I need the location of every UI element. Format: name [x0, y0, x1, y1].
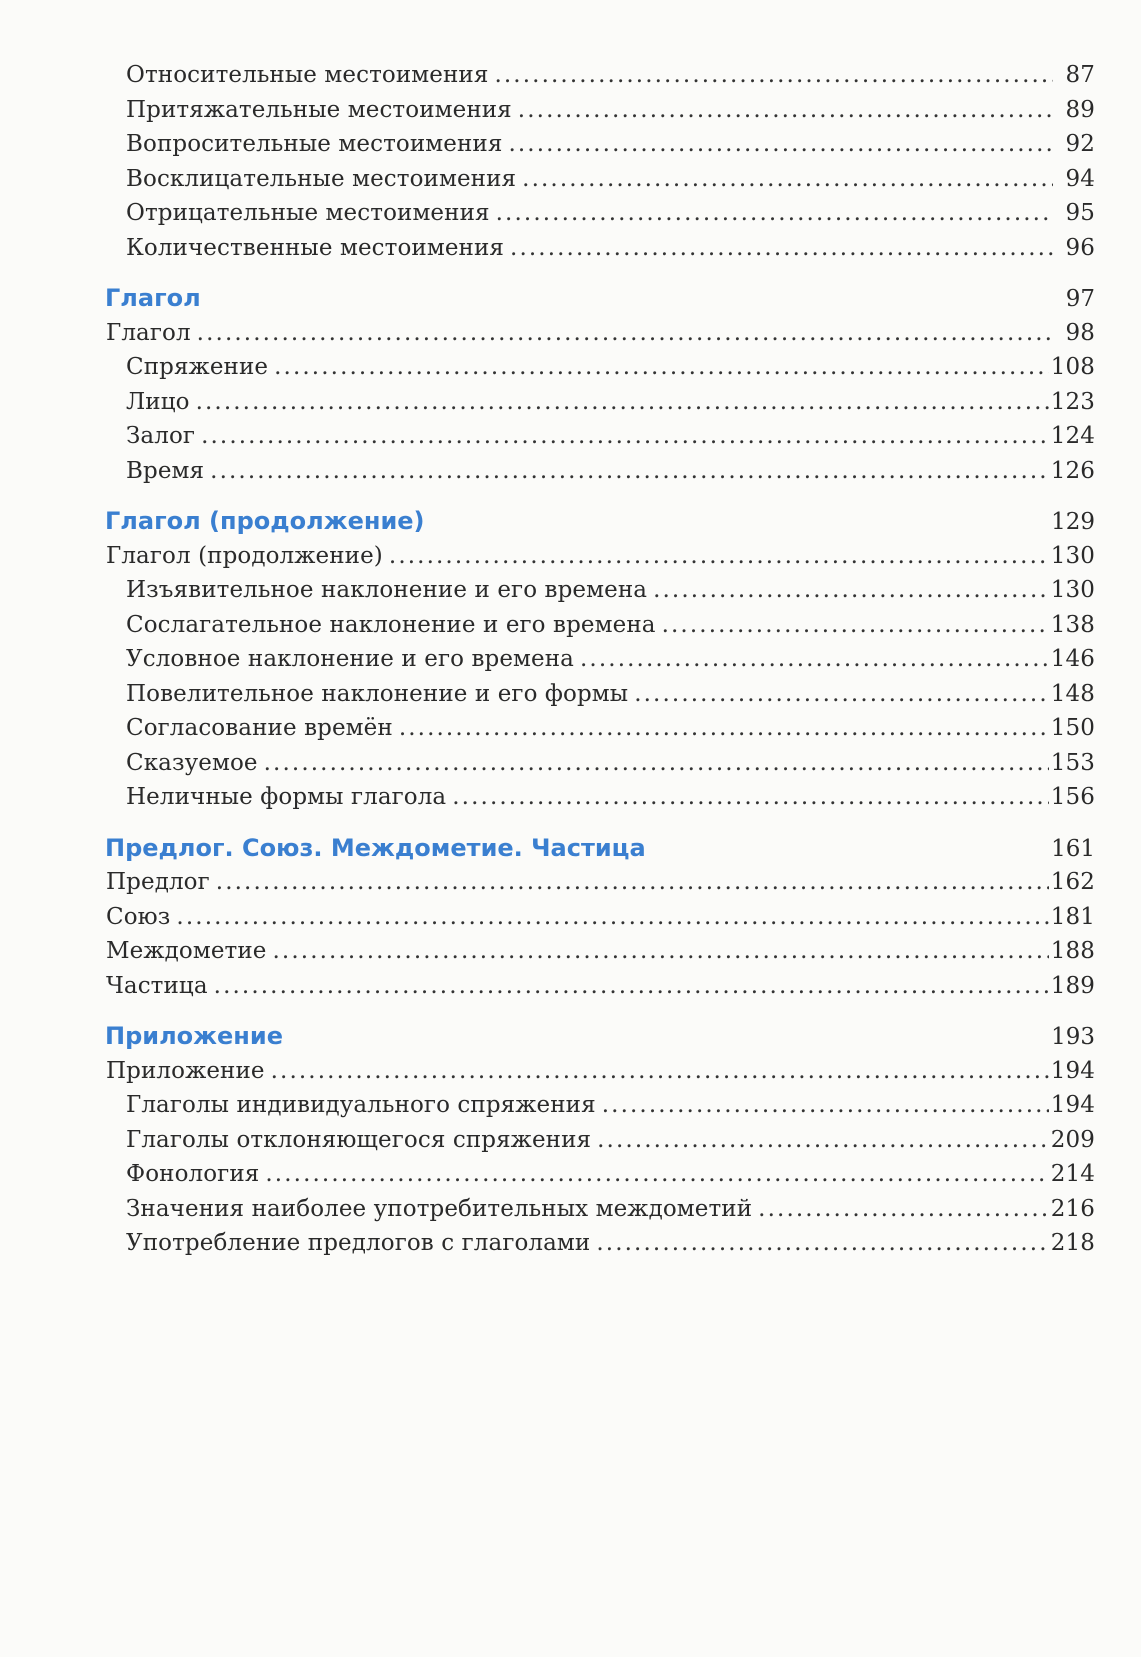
toc-entry[interactable] — [0, 865, 1141, 900]
dot-leader — [518, 93, 1053, 128]
toc-entry-page-number: 123 — [1050, 388, 1095, 415]
toc-entry-title: Предлог — [106, 869, 210, 895]
toc-entry-page-number: 92 — [1065, 131, 1095, 157]
section-page-number: 161 — [1051, 835, 1095, 862]
toc-entry-title: Глаголы индивидуального спряжения — [126, 1092, 596, 1118]
dot-leader — [452, 780, 1049, 815]
toc-entry-title: Время — [126, 457, 205, 484]
toc-entry-title: Сказуемое — [126, 749, 258, 776]
toc-entry-title: Частица — [106, 972, 208, 999]
toc-entry-page-number: 156 — [1050, 784, 1095, 810]
dot-leader — [662, 608, 1049, 643]
toc-entry[interactable] — [0, 900, 1141, 935]
toc-entry-page-number: 189 — [1050, 972, 1095, 999]
dot-leader — [602, 1088, 1049, 1123]
dot-leader — [510, 231, 1053, 266]
toc-entry-title: Лицо — [126, 388, 190, 415]
section-title: Предлог. Союз. Междометие. Частица — [105, 833, 646, 862]
toc-entry[interactable] — [0, 385, 1141, 420]
toc-entry-page-number: 162 — [1050, 869, 1095, 895]
toc-entry[interactable] — [0, 642, 1141, 677]
dot-leader — [196, 385, 1049, 420]
toc-entry-title: Повелительное наклонение и его формы — [126, 680, 629, 707]
toc-entry[interactable] — [0, 350, 1141, 385]
section-heading[interactable] — [0, 281, 1141, 316]
dot-leader — [201, 419, 1049, 454]
table-of-contents — [0, 58, 1141, 1261]
toc-entry-page-number: 148 — [1050, 680, 1095, 707]
toc-entry-title: Восклицательные местоимения — [126, 165, 517, 192]
toc-entry-title: Глагол — [106, 319, 191, 346]
toc-entry-title: Глагол (продолжение) — [106, 542, 383, 569]
toc-entry-page-number: 194 — [1050, 1092, 1095, 1118]
toc-entry[interactable] — [0, 316, 1141, 351]
toc-entry-title: Фонология — [126, 1161, 260, 1187]
section-heading[interactable] — [0, 1019, 1141, 1054]
dot-leader — [496, 196, 1053, 231]
toc-entry-title: Условное наклонение и его времена — [126, 646, 574, 672]
dot-leader — [508, 127, 1053, 162]
toc-entry-title: Отрицательные местоимения — [126, 200, 490, 226]
section-title: Глагол — [105, 284, 201, 312]
toc-entry-title: Союз — [106, 903, 171, 930]
toc-entry-title: Вопросительные местоимения — [126, 131, 503, 157]
toc-entry-page-number: 108 — [1050, 354, 1095, 380]
dot-leader — [522, 162, 1053, 197]
section-page-number: 193 — [1051, 1024, 1095, 1050]
section-page-number: 129 — [1051, 509, 1095, 535]
toc-entry[interactable] — [0, 1157, 1141, 1192]
toc-entry-title: Значения наиболее употребительных междометий — [126, 1195, 753, 1222]
section-heading[interactable] — [0, 831, 1141, 866]
dot-leader — [197, 316, 1053, 351]
toc-entry-page-number: 95 — [1065, 200, 1095, 226]
dot-leader — [596, 1226, 1048, 1261]
toc-entry[interactable] — [0, 780, 1141, 815]
toc-entry-page-number: 194 — [1050, 1057, 1095, 1084]
toc-entry[interactable] — [0, 1088, 1141, 1123]
toc-entry[interactable] — [0, 1054, 1141, 1089]
toc-entry[interactable] — [0, 419, 1141, 454]
toc-entry-page-number: 150 — [1050, 715, 1095, 741]
toc-entry-page-number: 94 — [1065, 165, 1095, 192]
toc-entry[interactable] — [0, 196, 1141, 231]
toc-entry[interactable] — [0, 746, 1141, 781]
dot-leader — [634, 677, 1049, 712]
toc-entry-page-number: 181 — [1050, 903, 1095, 930]
section-title: Приложение — [105, 1022, 283, 1050]
toc-entry[interactable] — [0, 969, 1141, 1004]
toc-entry-page-number: 209 — [1050, 1126, 1095, 1153]
toc-entry-page-number: 138 — [1050, 611, 1095, 638]
toc-entry[interactable] — [0, 711, 1141, 746]
toc-entry-title: Притяжательные местоимения — [126, 96, 512, 123]
toc-entry-title: Согласование времён — [126, 715, 393, 741]
toc-entry-title: Залог — [126, 423, 196, 449]
toc-entry-page-number: 214 — [1050, 1161, 1095, 1187]
toc-entry-title: Междометие — [106, 938, 267, 964]
toc-entry-title: Изъявительное наклонение и его времена — [126, 577, 648, 603]
dot-leader — [597, 1123, 1049, 1158]
section-page-number: 97 — [1065, 286, 1095, 312]
toc-entry-page-number: 124 — [1050, 423, 1095, 449]
toc-entry-title: Неличные формы глагола — [126, 784, 447, 810]
dot-leader — [271, 1054, 1049, 1089]
toc-entry[interactable] — [0, 162, 1141, 197]
toc-entry-title: Сослагательное наклонение и его времена — [126, 611, 656, 638]
dot-leader — [494, 58, 1053, 93]
toc-entry-title: Приложение — [106, 1057, 265, 1084]
toc-entry-page-number: 98 — [1065, 319, 1095, 346]
toc-entry[interactable] — [0, 677, 1141, 712]
toc-entry[interactable] — [0, 1192, 1141, 1227]
section-heading[interactable] — [0, 504, 1141, 539]
toc-entry[interactable] — [0, 608, 1141, 643]
toc-entry-page-number: 218 — [1050, 1230, 1095, 1256]
dot-leader — [264, 746, 1049, 781]
dot-leader — [274, 350, 1049, 385]
toc-entry-page-number: 96 — [1065, 234, 1095, 261]
toc-entry[interactable] — [0, 1226, 1141, 1261]
toc-entry[interactable] — [0, 539, 1141, 574]
toc-entry[interactable] — [0, 93, 1141, 128]
toc-entry-page-number: 126 — [1050, 457, 1095, 484]
dot-leader — [216, 865, 1049, 900]
toc-entry-page-number: 130 — [1050, 577, 1095, 603]
dot-leader — [273, 934, 1049, 969]
toc-entry-title: Относительные местоимения — [126, 62, 489, 88]
dot-leader — [389, 539, 1049, 574]
toc-entry[interactable] — [0, 127, 1141, 162]
toc-entry-page-number: 188 — [1050, 938, 1095, 964]
toc-entry-page-number: 130 — [1050, 542, 1095, 569]
toc-entry-page-number: 146 — [1050, 646, 1095, 672]
toc-entry[interactable] — [0, 573, 1141, 608]
toc-entry-title: Количественные местоимения — [126, 234, 505, 261]
toc-entry[interactable] — [0, 231, 1141, 266]
toc-entry[interactable] — [0, 454, 1141, 489]
dot-leader — [265, 1157, 1048, 1192]
section-title: Глагол (продолжение) — [105, 507, 425, 535]
dot-leader — [399, 711, 1049, 746]
toc-entry-page-number: 153 — [1050, 749, 1095, 776]
toc-entry[interactable] — [0, 1123, 1141, 1158]
toc-entry-title: Употребление предлогов с глаголами — [126, 1230, 591, 1256]
dot-leader — [176, 900, 1048, 935]
toc-entry[interactable] — [0, 934, 1141, 969]
toc-entry[interactable] — [0, 58, 1141, 93]
toc-entry-title: Спряжение — [126, 354, 269, 380]
toc-entry-page-number: 89 — [1065, 96, 1095, 123]
toc-entry-page-number: 216 — [1050, 1195, 1095, 1222]
dot-leader — [758, 1192, 1049, 1227]
toc-entry-title: Глаголы отклоняющегося спряжения — [126, 1126, 592, 1153]
dot-leader — [210, 454, 1049, 489]
dot-leader — [214, 969, 1049, 1004]
dot-leader — [580, 642, 1049, 677]
dot-leader — [653, 573, 1049, 608]
toc-entry-page-number: 87 — [1065, 62, 1095, 88]
